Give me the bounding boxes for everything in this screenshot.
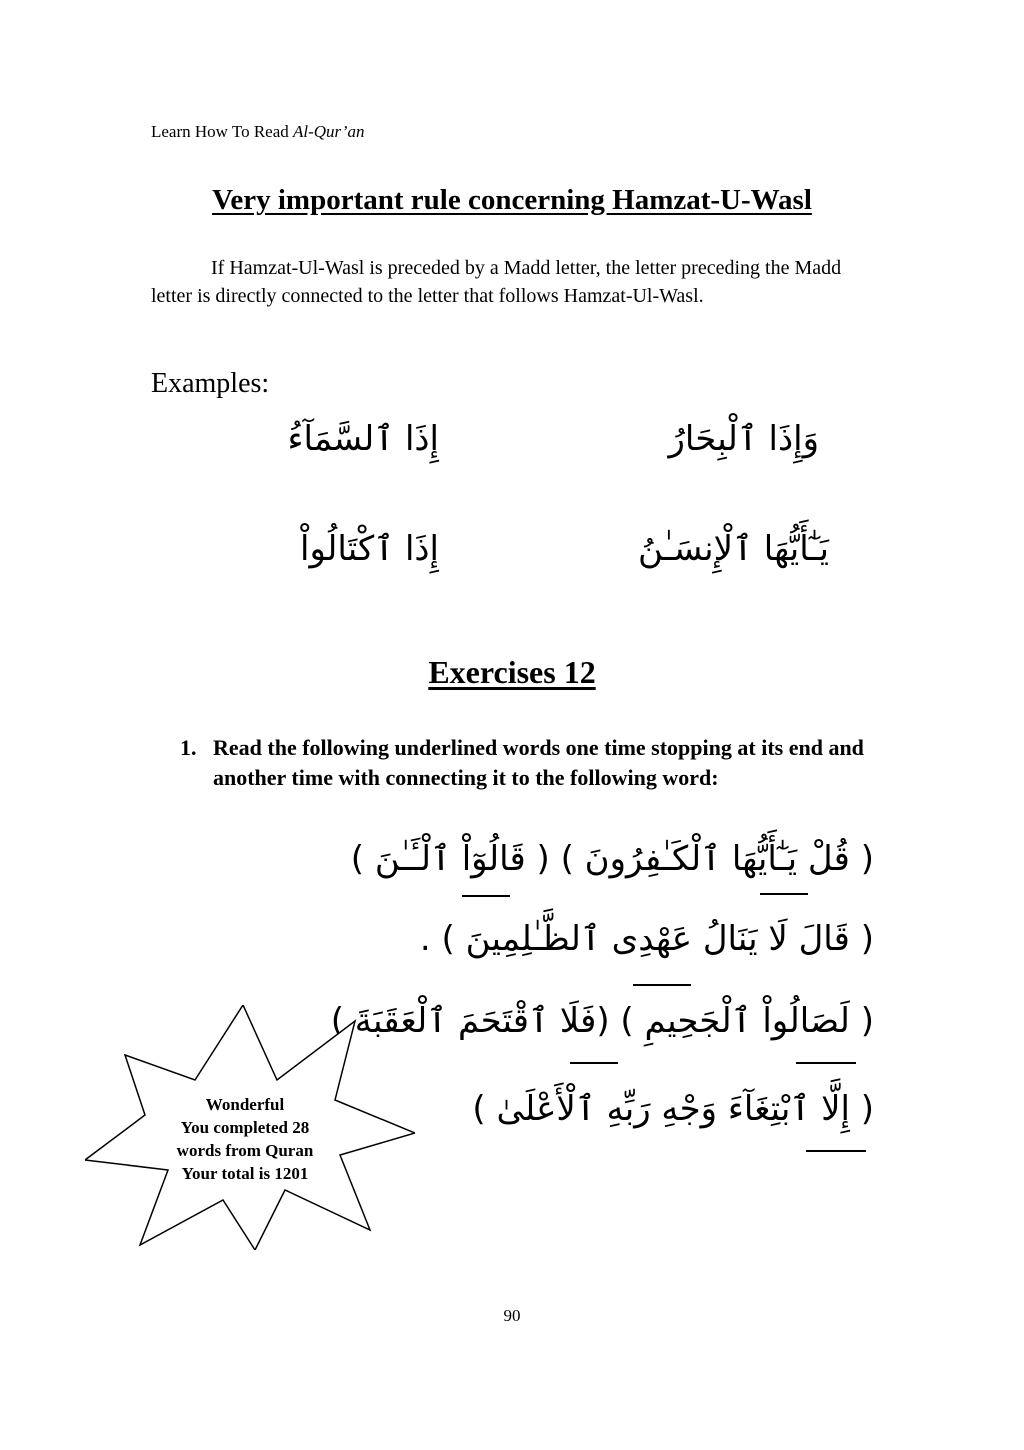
running-header — [151, 122, 364, 142]
instruction-text: Read the following underlined words one time stopping at its end and another time with connecting it to the following word: — [213, 735, 864, 790]
badge-line-2: You completed 28 — [180, 1118, 310, 1137]
exercise-instruction — [180, 733, 880, 793]
header-prefix: Learn How To Read — [151, 122, 289, 141]
example-3: يَـٰٓأَيُّهَا ٱلْإِنسَـٰنُ — [637, 529, 829, 569]
example-4: إِذَا ٱكْتَالُواْ — [300, 529, 439, 569]
examples-label: Examples: — [151, 368, 270, 399]
badge-line-1: Wonderful — [205, 1095, 285, 1114]
page-number: 90 — [503, 1306, 521, 1325]
example-2: إِذَا ٱلسَّمَآءُ — [287, 419, 439, 459]
badge-line-4: Your total is 1201 — [181, 1164, 309, 1183]
ayah-line-1: ( قُلْ يَـٰٓأَيُّهَا ٱلْكَـٰفِرُونَ ) ( قَالُوٓاْ ٱلْـَٔـٰنَ ) — [350, 839, 874, 879]
underline-mark-3 — [633, 984, 691, 986]
rule-paragraph: If Hamzat-Ul-Wasl is preceded by a Madd letter, the letter preceding the Madd letter is directly connected to the letter that follows Hamzat-Ul-Wasl. — [151, 257, 842, 307]
exercise-title: Exercises 12 — [428, 654, 596, 690]
instruction-number: 1. — [180, 735, 197, 760]
ayah-line-3: ( لَصَالُواْ ٱلْجَحِيمِ ) (فَلَا ٱقْتَحَمَ ٱلْعَقَبَةَ ) — [330, 1001, 874, 1041]
underline-mark-5 — [570, 1062, 618, 1064]
underline-mark-1 — [760, 893, 808, 895]
page-title: Very important rule concerning Hamzat-U-Wasl — [212, 184, 812, 216]
underline-mark-6 — [806, 1150, 866, 1152]
ayah-line-2: ( قَالَ لَا يَنَالُ عَهْدِى ٱلظَّـٰلِمِينَ ) . — [419, 919, 874, 959]
badge-text — [150, 1093, 340, 1185]
badge-line-3: words from Quran — [176, 1141, 314, 1160]
ayah-line-4: ( إِلَّا ٱبْتِغَآءَ وَجْهِ رَبِّهِ ٱلْأَعْلَىٰ ) — [472, 1089, 874, 1129]
underline-mark-4 — [796, 1062, 856, 1064]
underline-mark-2 — [462, 895, 510, 897]
example-1: وَإِذَا ٱلْبِحَارُ — [668, 419, 819, 459]
header-italic: Al-Qur’an — [293, 122, 365, 141]
